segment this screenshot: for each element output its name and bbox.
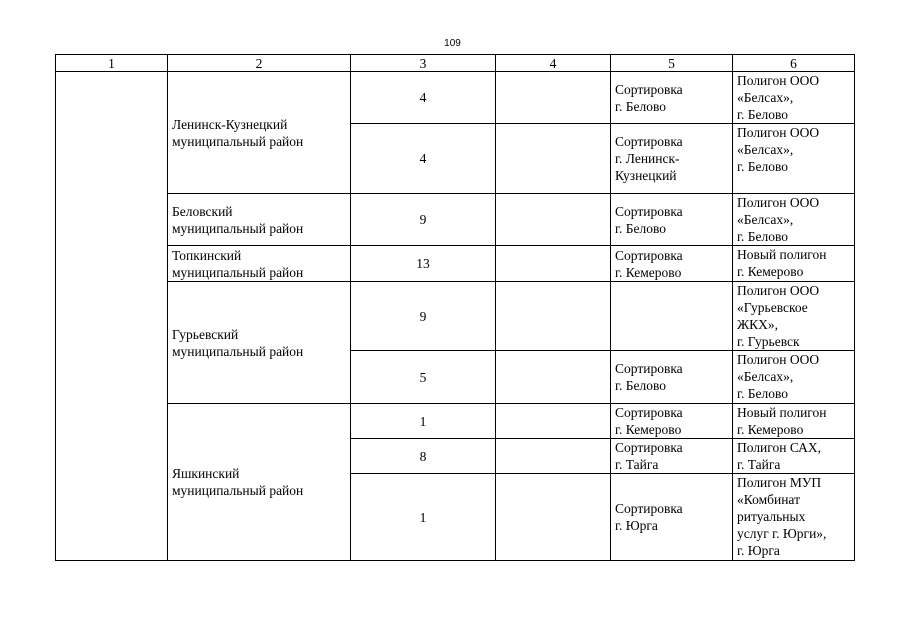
count-cell: 1 [351,474,496,561]
column-4-cell [496,194,611,246]
page-number: 109 [444,38,461,49]
landfill-cell: Полигон ООО «Белсах», г. Белово [733,194,855,246]
column-header: 2 [168,55,351,72]
count-cell: 1 [351,404,496,439]
sorting-cell: Сортировка г. Ленинск- Кузнецкий [611,124,733,194]
column-4-cell [496,474,611,561]
table-row [56,246,855,282]
sorting-cell: Сортировка г. Кемерово [611,246,733,282]
landfill-cell: Полигон МУП «Комбинат ритуальных услуг г. Юрги», г. Юрга [733,474,855,561]
count-cell: 8 [351,439,496,474]
column-4-cell [496,439,611,474]
column-4-cell [496,72,611,124]
column-header: 5 [611,55,733,72]
count-cell: 4 [351,72,496,124]
column-header: 6 [733,55,855,72]
landfill-cell: Новый полигон г. Кемерово [733,246,855,282]
municipality-cell: Гурьевский муниципальный район [168,282,351,404]
column-4-cell [496,404,611,439]
table-row [56,282,855,351]
sorting-cell: Сортировка г. Кемерово [611,404,733,439]
sorting-cell: Сортировка г. Белово [611,72,733,124]
landfill-cell: Полигон ООО «Белсах», г. Белово [733,124,855,194]
count-cell: 5 [351,351,496,404]
column-4-cell [496,246,611,282]
landfill-cell: Полигон САХ, г. Тайга [733,439,855,474]
column-header: 3 [351,55,496,72]
municipality-cell: Беловский муниципальный район [168,194,351,246]
table-row [56,404,855,439]
column-1-cell [56,72,168,561]
count-cell: 9 [351,282,496,351]
landfill-cell: Полигон ООО «Белсах», г. Белово [733,72,855,124]
count-cell: 4 [351,124,496,194]
count-cell: 9 [351,194,496,246]
table-row [56,194,855,246]
landfill-cell: Полигон ООО «Белсах», г. Белово [733,351,855,404]
column-header: 4 [496,55,611,72]
table-row [56,72,855,124]
municipality-cell: Яшкинский муниципальный район [168,404,351,561]
count-cell: 13 [351,246,496,282]
sorting-cell: Сортировка г. Белово [611,194,733,246]
municipality-cell: Ленинск-Кузнецкий муниципальный район [168,72,351,194]
column-4-cell [496,351,611,404]
column-header: 1 [56,55,168,72]
header-row [56,55,855,72]
sorting-cell: Сортировка г. Юрга [611,474,733,561]
sorting-cell: Сортировка г. Тайга [611,439,733,474]
column-4-cell [496,124,611,194]
data-table [55,54,855,561]
sorting-cell [611,282,733,351]
column-4-cell [496,282,611,351]
landfill-cell: Полигон ООО «Гурьевское ЖКХ», г. Гурьевск [733,282,855,351]
landfill-cell: Новый полигон г. Кемерово [733,404,855,439]
sorting-cell: Сортировка г. Белово [611,351,733,404]
municipality-cell: Топкинский муниципальный район [168,246,351,282]
